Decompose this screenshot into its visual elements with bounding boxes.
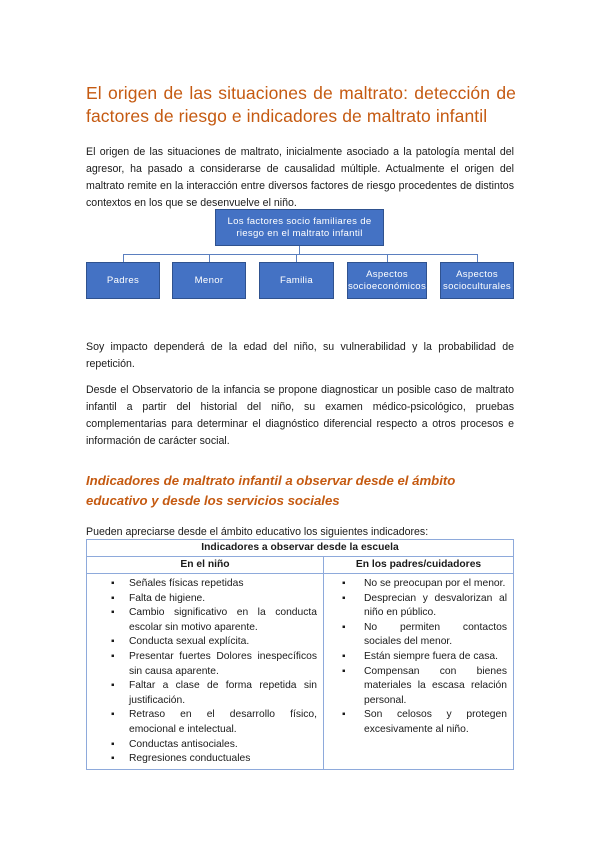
impact-paragraph: Soy impacto dependerá de la edad del niño, su vulnerabilidad y la probabilidad de repetición.: [86, 340, 514, 370]
diagram-connector: [477, 254, 478, 262]
child-indicators-cell: [87, 574, 324, 770]
list-item: ▪ Presentar fuertes Dolores inespecíficos sin causa aparente.: [91, 650, 317, 679]
diagram-connector: [299, 246, 300, 254]
page-title: [86, 82, 516, 128]
diagram-connector: [123, 254, 124, 262]
indicators-table: [86, 539, 514, 770]
section-subtitle: Indicadores de maltrato infantil a observar desde el ámbito educativo y desde los servicios sociales: [86, 472, 456, 508]
list-item: ▪ Regresiones conductuales: [91, 752, 317, 767]
title-line-2: factores de riesgo e indicadores de maltrato infantil: [86, 105, 488, 126]
title-line-1: El origen de las situaciones de maltrato: detección de: [86, 82, 516, 103]
table-header: Indicadores a observar desde la escuela: [87, 540, 514, 557]
list-item: ▪ Conducta sexual explícita.: [91, 635, 317, 650]
list-item: ▪ Señales físicas repetidas: [91, 577, 317, 592]
observatorio-paragraph: Desde el Observatorio de la infancia se propone diagnosticar un posible caso de maltrato infantil a partir del historial del niño, su examen médico-psicológico, pruebas complementarias para determinar el diagnóstico diferencial respecto a otros procesos e información de carácter social.: [86, 383, 514, 448]
list-item: ▪ Falta de higiene.: [91, 592, 317, 607]
list-item: ▪ Desprecian y desvalorizan al niño en público.: [328, 592, 507, 621]
diagram-connector: [209, 254, 210, 262]
diagram-node-menor: Menor: [172, 262, 246, 299]
table-intro-paragraph: Pueden apreciarse desde el ámbito educativo los siguientes indicadores:: [86, 525, 429, 538]
list-item: ▪ Son celosos y protegen excesivamente al niño.: [328, 708, 507, 737]
list-item: ▪ Están siempre fuera de casa.: [328, 650, 507, 665]
column-header-parents: [324, 557, 514, 574]
list-item: ▪ Retraso en el desarrollo físico, emocional e intelectual.: [91, 708, 317, 737]
diagram-node-socioculturales: Aspectos socioculturales: [440, 262, 514, 299]
parent-indicators-cell: [324, 574, 514, 770]
diagram-connector: [296, 254, 297, 262]
diagram-node-socioeconomicos: Aspectos socioeconómicos: [347, 262, 427, 299]
parent-indicators-list: [324, 574, 513, 740]
list-item: ▪ Conductas antisociales.: [91, 738, 317, 753]
diagram-connector: [387, 254, 388, 262]
diagram-node-padres: Padres: [86, 262, 160, 299]
child-indicators-list: [87, 574, 323, 769]
column-header-child: [87, 557, 324, 574]
diagram-node-familia: Familia: [259, 262, 334, 299]
list-item: ▪ Faltar a clase de forma repetida sin justificación.: [91, 679, 317, 708]
intro-paragraph: El origen de las situaciones de maltrato, inicialmente asociado a la patología mental del agresor, ha pasado a considerarse de causalidad múltiple. Actualmente el origen del maltrato remite en la interacción entre diversos factores de riesgo procedentes de distintos contextos en los que se desenvuelve el niño.: [86, 145, 514, 210]
list-item: ▪ No se preocupan por el menor.: [328, 577, 507, 592]
column-header-child-text: En el niño: [180, 559, 230, 570]
list-item: ▪ Cambio significativo en la conducta escolar sin motivo aparente.: [91, 606, 317, 635]
list-item: ▪ Compensan con bienes materiales la escasa relación personal.: [328, 665, 507, 709]
list-item: ▪ No permiten contactos sociales del menor.: [328, 621, 507, 650]
diagram-root-node: Los factores socio familiares de riesgo en el maltrato infantil: [215, 209, 384, 246]
column-header-parents-text: En los padres/cuidadores: [355, 559, 482, 570]
diagram-connector: [123, 254, 478, 255]
